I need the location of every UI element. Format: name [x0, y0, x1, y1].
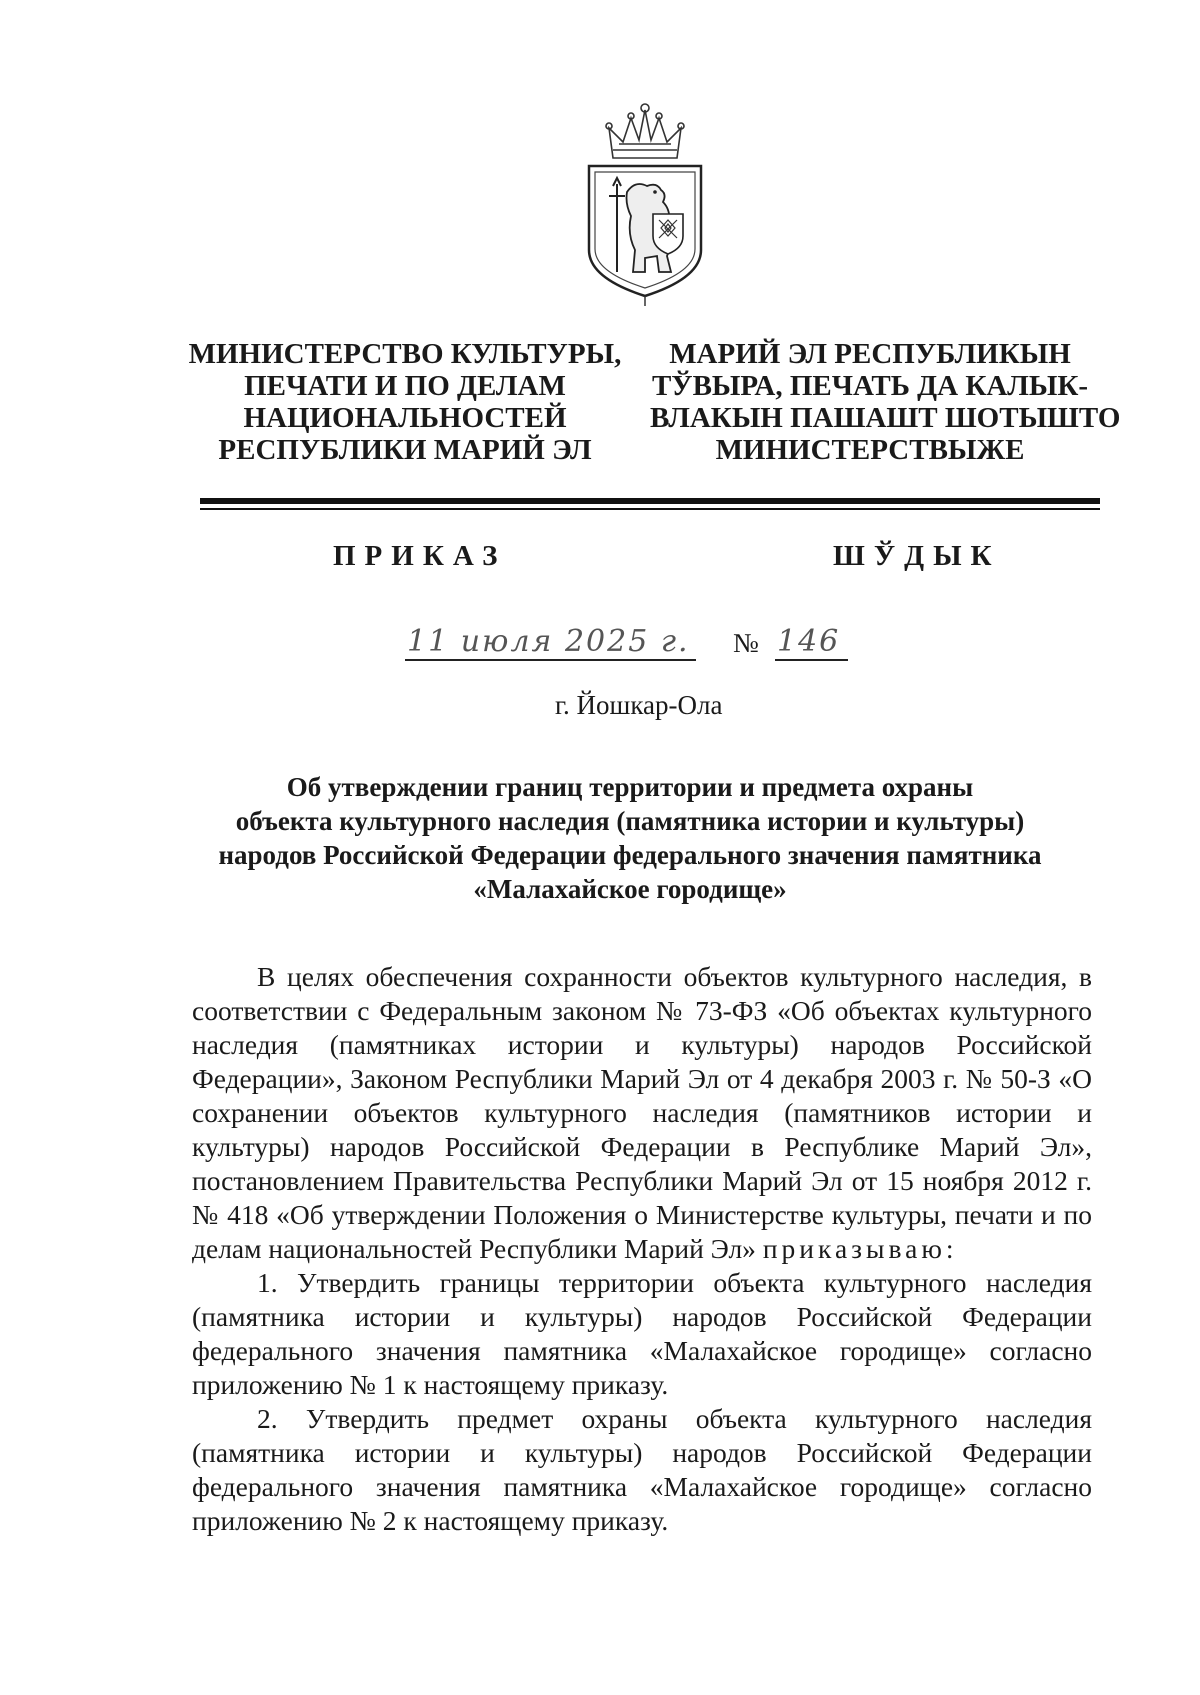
ministry-name-mari	[650, 338, 1121, 466]
order-date-handwritten: 11 июля 2025 г.	[405, 624, 696, 661]
header-left-line: НАЦИОНАЛЬНОСТЕЙ	[243, 402, 567, 434]
city-name: г. Йошкар-Ола	[555, 690, 723, 720]
preamble-paragraph	[192, 960, 1092, 1266]
order-date-number	[405, 622, 885, 668]
order-number-handwritten: 146	[775, 624, 848, 661]
subject-line: Об утверждении границ территории и предмета охраны	[286, 772, 974, 802]
header-left-line: РЕСПУБЛИКИ МАРИЙ ЭЛ	[218, 434, 592, 466]
order-word: приказываю:	[762, 1233, 958, 1264]
header-right-line: МАРИЙ ЭЛ РЕСПУБЛИКЫН	[669, 338, 1071, 370]
order-title-mari: ШЎДЫК	[833, 540, 1001, 572]
coat-of-arms-icon	[575, 100, 715, 310]
order-body	[192, 960, 1092, 1538]
order-item: 2. Утвердить предмет охраны объекта культурного наследия (памятника истории и культуры) народов Российской Федерации федерального значения памятника «Малахайское городище» согласно приложению № 2 к настоящему приказу.	[192, 1403, 1092, 1536]
header-right-line: МИНИСТЕРСТВЫЖЕ	[715, 434, 1025, 466]
preamble-text: В целях обеспечения сохранности объектов культурного наследия, в соответствии с Федеральным законом № 73-ФЗ «Об объектах культурного наследия (памятниках истории и культуры) народов Российской Федерации», Законом Республики Марий Эл от 4 декабря 2003 г. № 50-З «О сохранении объектов культурного наследия (памятников истории и культуры) народов Российской Федерации в Республике Марий Эл», постановлением Правительства Республики Марий Эл от 15 ноября 2012 г. № 418 «Об утверждении Положения о Министерстве культуры, печати и по делам национальностей Республики Марий Эл»	[192, 961, 1092, 1264]
subject-line: «Малахайское городище»	[473, 874, 787, 904]
order-subject	[150, 770, 1110, 906]
header-right-line: ТЎВЫРА, ПЕЧАТЬ ДА КАЛЫК-	[651, 370, 1089, 402]
header-left-line: МИНИСТЕРСТВО КУЛЬТУРЫ,	[188, 338, 622, 370]
order-number-label: №	[733, 628, 759, 658]
subject-line: народов Российской Федерации федерального значения памятника	[218, 840, 1042, 870]
header-divider-thin	[200, 508, 1100, 510]
subject-line: объекта культурного наследия (памятника истории и культуры)	[235, 806, 1025, 836]
order-item: 1. Утвердить границы территории объекта культурного наследия (памятника истории и культуры) народов Российской Федерации федерального значения памятника «Малахайское городище» согласно приложению № 1 к настоящему приказу.	[192, 1267, 1092, 1400]
header-divider-thick	[200, 498, 1100, 504]
header-right-line: ВЛАКЫН ПАШАШТ ШОТЫШТО	[650, 402, 1121, 434]
order-title-russian: ПРИКАЗ	[333, 540, 507, 572]
header-left-line: ПЕЧАТИ И ПО ДЕЛАМ	[244, 370, 566, 402]
ministry-name-russian	[185, 338, 625, 466]
